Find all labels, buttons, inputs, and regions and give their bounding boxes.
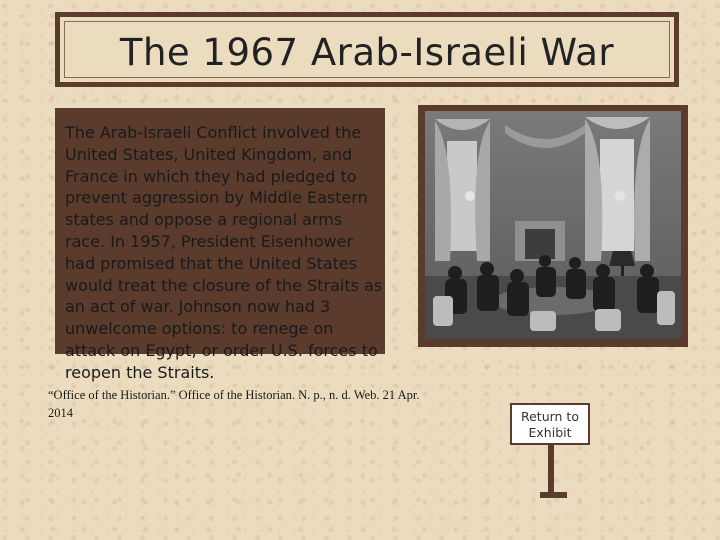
body-text: The Arab-Israeli Conflict involved the United States, United Kingdom, and France in which they had pledged to prevent aggression by Middle Eastern states and oppose a regional arms race. In 1957, President Eisenhower had promised that the United States would treat the closure of the Straits as an act of war. Johnson now had 3 unwelcome options: to renege on attack on Egypt, or order U.S. forces to reopen the Straits. [65, 123, 383, 382]
return-to-exhibit-button[interactable] [510, 403, 590, 445]
citation-text: “Office of the Historian.” Office of the Historian. N. p., n. d. Web. 21 Apr. 2014 [48, 388, 420, 420]
return-button-line1: Return to [520, 409, 579, 424]
signpost [548, 445, 554, 495]
return-button-line2: Exhibit [528, 425, 572, 440]
citation [48, 386, 428, 422]
title-box [55, 12, 679, 87]
signpost-base [540, 492, 567, 498]
slide-title: The 1967 Arab-Israeli War [119, 31, 615, 74]
meeting-photo [425, 111, 681, 339]
